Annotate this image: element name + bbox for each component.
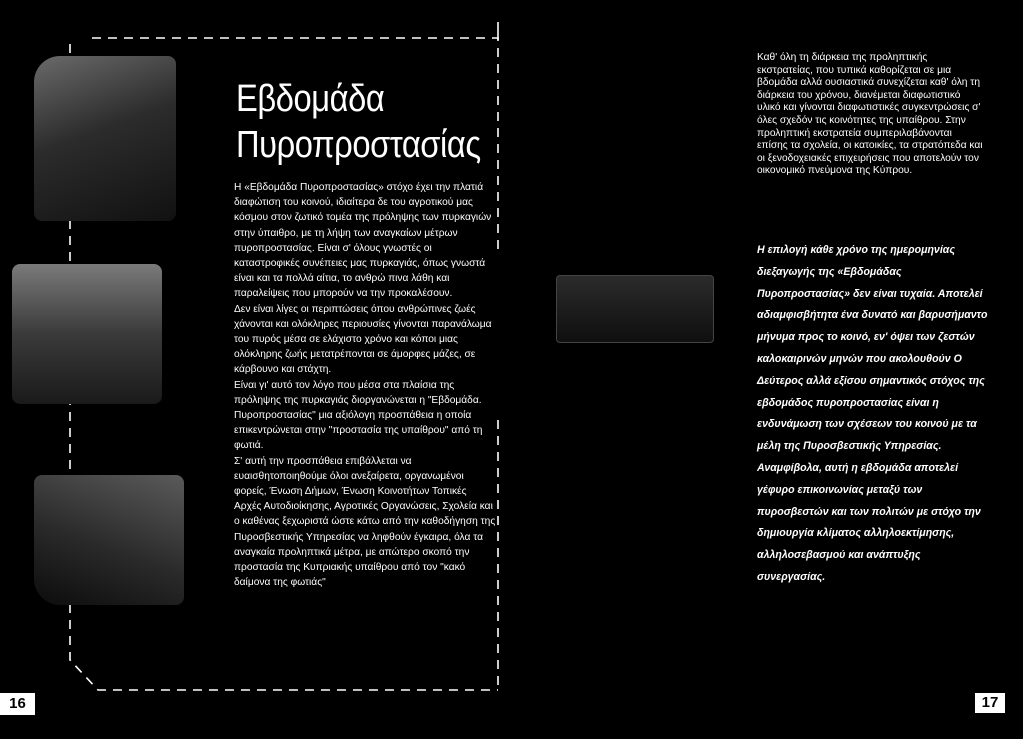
page-number-right: 17	[975, 693, 1005, 713]
exhibition-photo	[556, 275, 714, 343]
fire-truck-photo	[12, 264, 162, 404]
fire-scene-photo	[34, 56, 176, 221]
right-body-text: Καθ' όλη τη διάρκεια της προληπτικής εκστρατείας, που τυπικά καθορίζεται σε μια βδομάδα αλλά ουσιαστικά συνεχίζεται καθ' όλη τη διάρκεια του χρόνου, διανέμεται διαφωτιστικό υλικό και γίνονται διαφωτιστικές συγκεντρώσεις σ' όλες σχεδόν τις κοινότητες της υπαίθρου. Στην προληπτική εκστρατεία συμπεριλαβάνονται επίσης τα σχολεία, οι κατοικίες, τα στρατόπεδα και οι ξενοδοχειακές επιχειρήσεις που αποτελούν τον οικονομικό πνεύμονα της Κύπρου.	[757, 52, 983, 177]
left-body-text: Η «Εβδομάδα Πυροπροστασίας» στόχο έχει την πλατιά διαφώτιση του κοινού, ιδιαίτερα δε του αγροτικού μας κόσμου στον ζωτικό τομέα της πρόληψης των πυρκαγιών στην ύπαιθρο, με τη λήψη των αναγκαίων μέτρων πυροπροστασίας. Είναι σ' όλους γνωστές οι καταστροφικές συνέπειες μας πυρκαγιάς, όπως γνωστά είναι και τα πολλά αίτια, το ανθρώ πινα λάθη και παραλείψεις που μπορούν να την προκαλέσουν. Δεν είναι λίγες οι περιπτώσεις όπου ανθρώπινες ζωές χάνονται και ολόκληρες περιουσίες γίνονται παρανάλωμα του πυρός μέσα σε ελάχιστο χρόνο και κόποι μιας ολόκληρης ζωής μετατρέπονται σε άμορφες μάζες, σε κάρβουνο και στάχτη. Είναι γι' αυτό τον λόγο που μέσα στα πλαίσια της πρόληψης της πυρκαγιάς διοργανώνεται η "Εβδομάδα. Πυροπροστασίας" μια αξιόλογη προσπάθεια η οποία επικεντρώνεται στην "προστασία της υπαίθρου" από τη φωτιά. Σ' αυτή την προσπάθεια επιβάλλεται να ευαισθητοποιηθούμε όλοι ανεξαίρετα, οργανωμένοι φορείς, Ένωση Δήμων, Ένωση Κοινοτήτων Τοπικές Αρχές Αυτοδιοίκησης, Αγροτικές Οργανώσεις, Σχολεία και ο καθένας ξεχωριστά ώστε κάτω από την καθοδήγηση της Πυροσβεστικής Υπηρεσίας να ληφθούν έγκαιρα, όλα τα αναγκαία προληπτικά μέτρα, με απώτερο σκοπό την προστασία της Κυπριακής υπαίθρου από τον "κακό δαίμονα της φωτιάς"	[234, 182, 496, 589]
firefighters-photo	[34, 475, 184, 605]
title-line-2: Πυροπροστασίας	[236, 124, 481, 166]
highlight-quote: Η επιλογή κάθε χρόνο της ημερομηνίας διεξαγωγής της «Εβδομάδας Πυροπροστασίας» δεν είναι τυχαία. Αποτελεί αδιαμφισβήτητα ένα δυνατό και βαρυσήμαντο μήνυμα προς το κοινό, εν' όψει των ζεστών καλοκαιρινών μηνών που ακολουθούν Ο Δεύτερος αλλά εξίσου σημαντικός στόχος της εβδομάδος πυροπροστασίας είναι η ενδυνάμωση των σχέσεων του κοινού με τα μέλη της Πυροσβεστικής Υπηρεσίας. Αναμφίβολα, αυτή η εβδομάδα αποτελεί γέφυρο επικοινωνίας μεταξύ των πυροσβεστών και των πολιτών με στόχο την δημιουργία κλίματος αλληλοεκτίμησης, αλληλοσεβασμού και ανάπτυξης συνεργασίας.	[757, 244, 988, 583]
title-line-1: Εβδομάδα	[236, 78, 385, 120]
page-number-left: 16	[0, 693, 35, 715]
page-title	[236, 76, 481, 168]
